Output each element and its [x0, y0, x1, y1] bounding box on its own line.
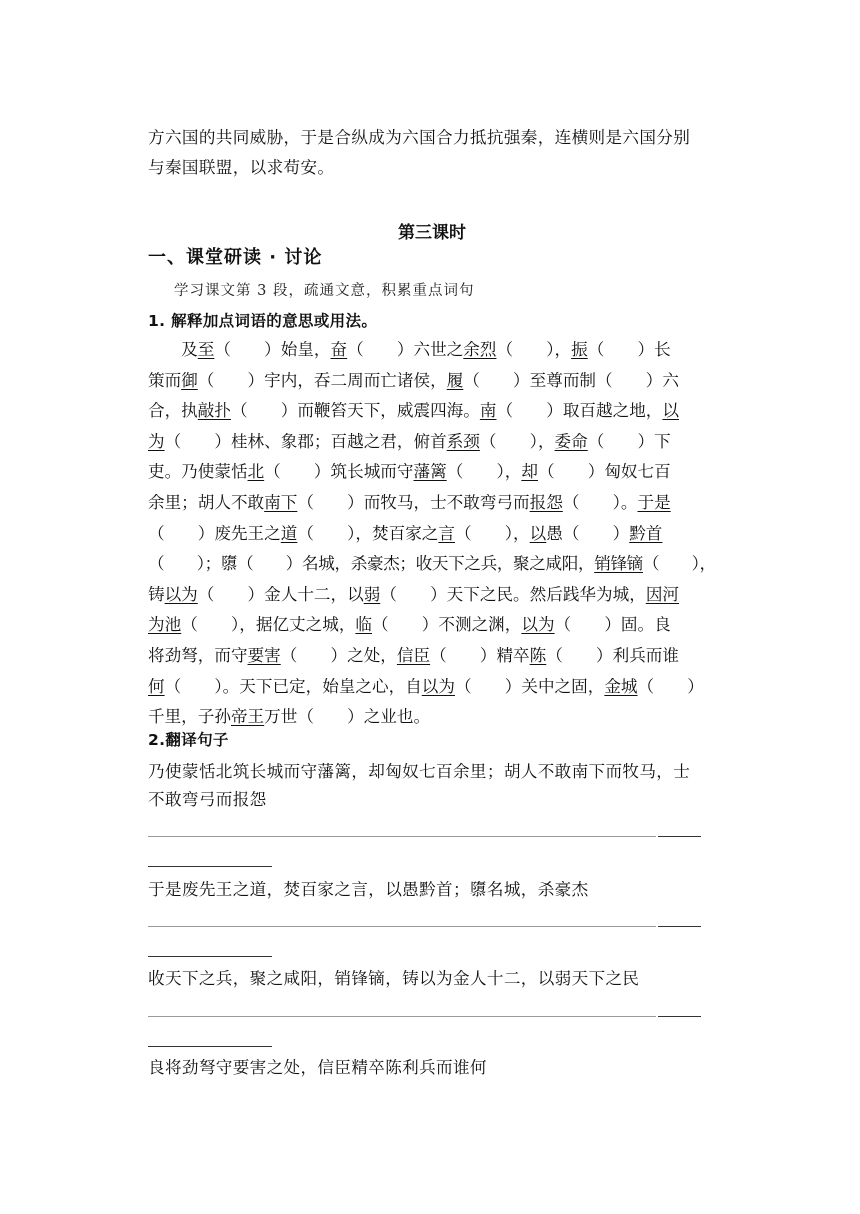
passage-text: （ ）， — [642, 554, 716, 574]
passage-text: （ ）下 — [587, 431, 671, 451]
passage-line — [148, 554, 716, 574]
passage-text: （ ）始皇， — [214, 340, 331, 359]
annotated-word: 却 — [521, 462, 538, 482]
answer-line — [148, 926, 656, 927]
passage-text: （ ）取百越之地， — [496, 401, 663, 421]
passage-text: （ ）至尊而制（ ）六 — [463, 370, 679, 390]
passage-line — [148, 707, 716, 727]
annotated-word: 于是 — [637, 493, 671, 512]
answer-line-end — [658, 1016, 701, 1017]
answer-line-end — [658, 926, 701, 927]
annotated-word: 履 — [446, 370, 464, 390]
passage-text: （ ）而鞭笞天下，威震四海。 — [230, 401, 480, 421]
passage-text: 策而 — [148, 370, 182, 390]
passage-text: （ ）而牧马，士不敢弯弓而 — [297, 493, 530, 512]
intro-line-2: 与秦国联盟，以求苟安。 — [148, 158, 335, 177]
annotated-word: 系颈 — [446, 431, 480, 451]
passage-line — [148, 432, 716, 452]
sentence-2: 于是废先王之道，焚百家之言，以愚黔首；隳名城，杀豪杰 — [148, 880, 589, 899]
answer-line-wrap — [148, 866, 272, 867]
sentence-4: 良将劲弩守要害之处，信臣精卒陈利兵而谁何 — [148, 1058, 487, 1077]
passage-text: 及 — [148, 340, 198, 359]
passage-line — [148, 615, 716, 635]
annotated-word: 销锋镝 — [594, 554, 643, 574]
annotated-word: 因河 — [645, 584, 679, 604]
passage-text: 合，执 — [148, 401, 198, 421]
annotated-word: 以 — [529, 523, 547, 543]
annotated-word: 奋 — [330, 340, 348, 359]
answer-line — [148, 1016, 656, 1017]
annotated-word: 道 — [280, 523, 298, 543]
answer-line-end — [658, 836, 701, 837]
passage-text: 愚（ ） — [546, 523, 630, 543]
passage-text: （ ）， — [496, 340, 572, 359]
passage-text: （ ），据亿丈之城， — [181, 615, 356, 635]
annotated-word: 弱 — [363, 584, 381, 604]
passage-text: （ ） — [637, 676, 704, 696]
passage-text: （ ）固。良 — [554, 615, 671, 635]
passage-line — [148, 585, 716, 605]
annotated-word: 以 — [662, 401, 679, 421]
answer-line — [148, 836, 656, 837]
annotated-word: 北 — [247, 462, 265, 482]
annotated-word: 何 — [148, 676, 165, 696]
passage-text: （ ）。天下已定，始皇之心，自 — [164, 676, 422, 696]
annotated-word: 陈 — [529, 646, 547, 665]
sentence-1-line-2: 不敢弯弓而报怨 — [148, 790, 267, 809]
annotated-word: 以为 — [521, 615, 555, 635]
annotated-word: 南 — [479, 401, 497, 421]
passage-text: （ ）， — [454, 523, 530, 543]
passage-line — [148, 493, 716, 513]
answer-line-wrap — [148, 1046, 272, 1047]
passage-text: （ ）利兵而谁 — [546, 646, 679, 665]
annotated-word: 以为 — [164, 584, 198, 604]
annotated-word: 黔首 — [629, 523, 663, 543]
passage-text: （ ）天下之民。然后践华为城， — [380, 584, 646, 604]
sentence-3: 收天下之兵，聚之咸阳，销锋镝，铸以为金人十二，以弱天下之民 — [148, 969, 640, 988]
passage-text: 吏。乃使蒙恬 — [148, 462, 248, 482]
passage-text: （ ）， — [446, 462, 522, 482]
annotated-word: 藩篱 — [413, 462, 447, 482]
annotated-word: 以为 — [421, 676, 455, 696]
annotated-word: 报怨 — [529, 493, 563, 512]
annotated-word: 南下 — [264, 493, 298, 512]
passage-text: （ ）， — [479, 431, 555, 451]
passage-text: （ ）长 — [587, 340, 671, 359]
passage-text: （ ）金人十二，以 — [197, 584, 364, 604]
annotated-word: 敲扑 — [197, 401, 231, 421]
section-heading: 一、课堂研读 · 讨论 — [148, 247, 323, 268]
passage-text: 余里；胡人不敢 — [148, 493, 265, 512]
passage-line — [148, 524, 716, 544]
passage-text: 铸 — [148, 584, 165, 604]
passage-text: 千里，子孙 — [148, 707, 231, 727]
passage-text: 将劲弩，而守 — [148, 646, 248, 665]
passage-line — [148, 646, 716, 666]
passage-line — [148, 371, 716, 391]
annotated-word: 余烈 — [463, 340, 497, 359]
annotated-word: 御 — [181, 370, 198, 390]
annotated-word: 言 — [438, 523, 455, 543]
lesson-title: 第三课时 — [398, 223, 466, 243]
intro-line-1: 方六国的共同威胁，于是合纵成为六国合力抵抗强秦，连横则是六国分别 — [148, 128, 691, 147]
annotated-word: 金城 — [604, 676, 638, 696]
passage-text: （ ）六世之 — [347, 340, 464, 359]
passage-text: （ ）。 — [562, 493, 638, 512]
annotated-word: 至 — [197, 340, 215, 359]
section-instruction: 学习课文第 3 段，疏通文意，积累重点词句 — [174, 283, 475, 299]
annotated-word: 为 — [148, 431, 165, 451]
annotated-word: 临 — [355, 615, 373, 635]
passage-line — [148, 677, 716, 697]
annotated-word: 为池 — [148, 615, 182, 635]
passage-text: （ ）不测之渊， — [372, 615, 522, 635]
passage-text: （ ）之处， — [280, 646, 397, 665]
question-1-title: 1. 解释加点词语的意思或用法。 — [148, 312, 378, 330]
passage-line — [148, 462, 716, 482]
annotated-word: 帝王 — [230, 707, 265, 727]
annotated-word: 振 — [571, 340, 588, 359]
passage-text: （ ），焚百家之 — [297, 523, 439, 543]
passage-text: 万世（ ）之业也。 — [264, 707, 431, 727]
passage-text: （ ）宇内，吞二周而亡诸侯， — [197, 370, 447, 390]
passage-text: （ ）废先王之 — [148, 523, 281, 543]
annotated-word: 要害 — [247, 646, 281, 665]
answer-line-wrap — [148, 956, 272, 957]
passage-text: （ ）精卒 — [430, 646, 530, 665]
sentence-1-line-1: 乃使蒙恬北筑长城而守藩篱，却匈奴七百余里；胡人不敢南下而牧马，士 — [148, 762, 691, 781]
passage-text: （ ）桂林、象郡；百越之君，俯首 — [164, 431, 447, 451]
passage-text: （ ）匈奴七百 — [537, 462, 671, 482]
passage-text: （ ）；隳（ ）名城，杀豪杰；收天下之兵，聚之咸阳， — [148, 554, 595, 574]
question-2-title: 2.翻译句子 — [148, 731, 229, 749]
passage-line — [148, 401, 716, 421]
annotated-word: 委命 — [554, 431, 588, 451]
annotated-word: 信臣 — [396, 646, 431, 665]
passage-line — [148, 340, 716, 360]
passage-text: （ ）筑长城而守 — [264, 462, 414, 482]
passage-text: （ ）关中之固， — [454, 676, 605, 696]
